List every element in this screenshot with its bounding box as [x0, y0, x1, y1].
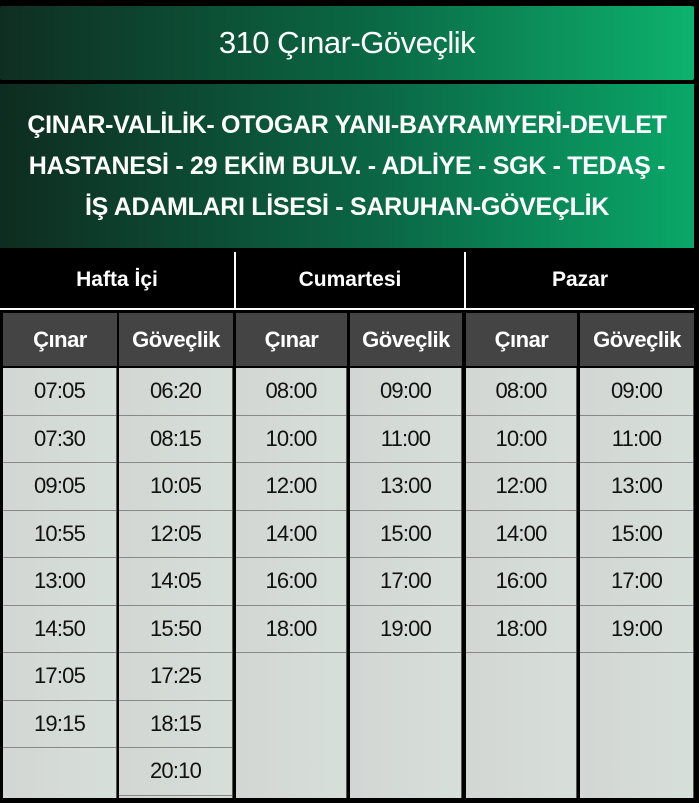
time-cell: 16:00 [466, 558, 576, 606]
time-cell: 14:00 [466, 511, 576, 559]
col-header-saturday-govecllik: Göveçlik [350, 313, 462, 366]
time-cell: 07:30 [3, 416, 116, 464]
time-cell: 14:50 [3, 606, 116, 654]
time-cell: 17:00 [580, 558, 693, 606]
times-saturday-govecllik [350, 368, 462, 798]
time-cell: 19:00 [580, 606, 693, 654]
route-stops [0, 84, 694, 248]
time-cell: 09:00 [580, 368, 693, 416]
time-cell: 14:00 [236, 511, 346, 559]
route-line-1: ÇINAR-VALİLİK- OTOGAR YANI-BAYRAMYERİ-DEVLET [27, 110, 667, 139]
times-sunday-govecllik [580, 368, 694, 798]
time-cell: 17:00 [350, 558, 461, 606]
time-cell: 10:00 [466, 416, 576, 464]
time-cell: 09:05 [3, 463, 116, 511]
group-saturday: Cumartesi [236, 252, 464, 310]
route-line-2: HASTANESİ - 29 EKİM BULV. - ADLİYE - SGK - TEDAŞ - [28, 151, 666, 180]
time-cell [3, 748, 116, 796]
time-cell: 11:00 [350, 416, 461, 464]
time-cell: 20:10 [119, 748, 232, 796]
group-sunday: Pazar [466, 252, 694, 310]
col-header-saturday-cinar: Çınar [236, 313, 347, 366]
route-line-3: İŞ ADAMLARI LİSESİ - SARUHAN-GÖVEÇLİK [84, 192, 610, 221]
times-sunday-cinar [466, 368, 577, 798]
time-cell: 18:15 [119, 701, 232, 749]
group-weekday: Hafta İçi [0, 252, 234, 310]
time-cell: 06:20 [119, 368, 232, 416]
route-title: 310 Çınar-Göveçlik [0, 6, 694, 80]
time-cell: 19:00 [350, 606, 461, 654]
col-header-weekday-govecllik: Göveçlik [119, 313, 233, 366]
time-cell: 15:00 [580, 511, 693, 559]
time-cell: 10:00 [236, 416, 346, 464]
time-cell: 07:05 [3, 368, 116, 416]
time-cell: 08:15 [119, 416, 232, 464]
time-cell: 08:00 [236, 368, 346, 416]
time-cell: 15:50 [119, 606, 232, 654]
time-cell: 17:05 [3, 653, 116, 701]
time-cell: 10:55 [3, 511, 116, 559]
times-weekday-govecllik [119, 368, 233, 798]
time-cell: 12:05 [119, 511, 232, 559]
time-cell: 10:05 [119, 463, 232, 511]
time-cell: 18:00 [236, 606, 346, 654]
time-cell: 13:00 [350, 463, 461, 511]
time-cell: 08:00 [466, 368, 576, 416]
time-cell: 13:00 [580, 463, 693, 511]
time-cell: 14:05 [119, 558, 232, 606]
time-cell: 15:00 [350, 511, 461, 559]
time-cell: 18:00 [466, 606, 576, 654]
time-cell: 16:00 [236, 558, 346, 606]
time-cell: 13:00 [3, 558, 116, 606]
time-cell: 11:00 [580, 416, 693, 464]
col-header-sunday-cinar: Çınar [466, 313, 577, 366]
time-cell: 12:00 [236, 463, 346, 511]
col-header-sunday-govecllik: Göveçlik [580, 313, 694, 366]
times-saturday-cinar [236, 368, 347, 798]
times-weekday-cinar [3, 368, 117, 798]
col-header-weekday-cinar: Çınar [3, 313, 117, 366]
time-cell: 19:15 [3, 701, 116, 749]
time-cell: 12:00 [466, 463, 576, 511]
time-cell: 17:25 [119, 653, 232, 701]
time-cell: 09:00 [350, 368, 461, 416]
